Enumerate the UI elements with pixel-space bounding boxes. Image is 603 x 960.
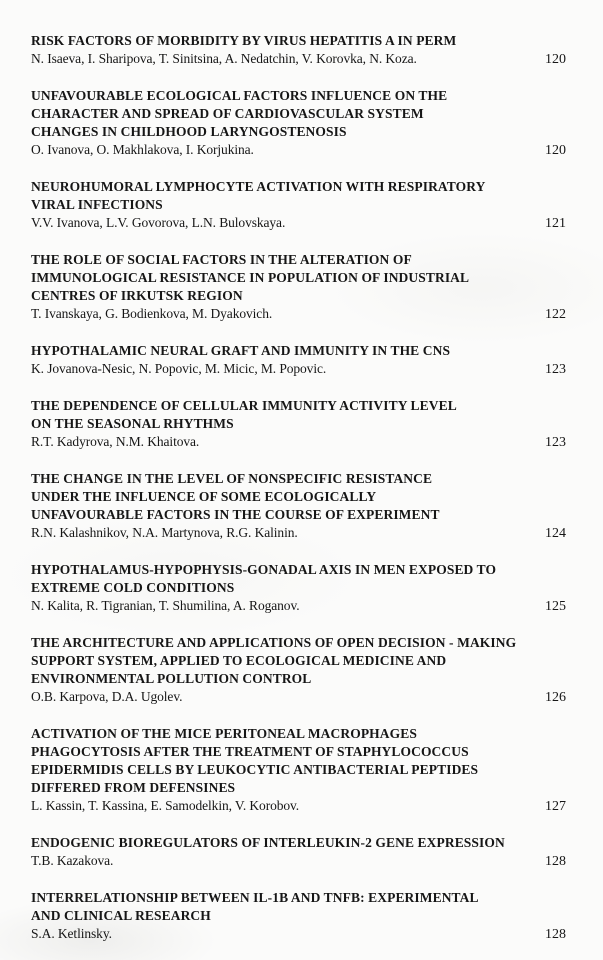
entry-authors-row <box>31 50 566 69</box>
entry-title-line: CHANGES IN CHILDHOOD LARYNGOSTENOSIS <box>31 124 347 139</box>
entry-title-line: CENTRES OF IRKUTSK REGION <box>31 288 243 303</box>
entry-title-line: THE CHANGE IN THE LEVEL OF NONSPECIFIC RESISTANCE <box>31 471 433 486</box>
entry-page-number: 127 <box>545 799 566 814</box>
entry-title <box>31 634 566 688</box>
entry-authors-row <box>31 141 566 160</box>
entry-authors: R.T. Kadyrova, N.M. Khaitova. <box>31 434 200 449</box>
entry-title-line: THE ROLE OF SOCIAL FACTORS IN THE ALTERATION OF <box>31 252 412 267</box>
entry-title-line: UNFAVOURABLE ECOLOGICAL FACTORS INFLUENCE ON THE <box>31 88 448 103</box>
toc-entry <box>31 470 566 543</box>
entry-title <box>31 889 566 925</box>
entry-title <box>31 470 566 524</box>
entry-title-line: THE DEPENDENCE OF CELLULAR IMMUNITY ACTIVITY LEVEL <box>31 398 457 413</box>
entry-page-number: 126 <box>545 690 566 705</box>
entry-title-line: ENDOGENIC BIOREGULATORS OF INTERLEUKIN-2 GENE EXPRESSION <box>31 835 505 850</box>
entry-title-line: VIRAL INFECTIONS <box>31 197 163 212</box>
entry-title-line: THE ARCHITECTURE AND APPLICATIONS OF OPEN DECISION - MAKING <box>31 635 517 650</box>
entry-authors-row <box>31 360 566 379</box>
entry-title-line: ACTIVATION OF THE MICE PERITONEAL MACROPHAGES <box>31 726 417 741</box>
entry-title <box>31 32 566 50</box>
toc-entry <box>31 834 566 871</box>
entry-title <box>31 561 566 597</box>
entry-title <box>31 342 566 360</box>
entry-title-line: UNFAVOURABLE FACTORS IN THE COURSE OF EXPERIMENT <box>31 507 440 522</box>
entry-title <box>31 87 566 141</box>
toc-entry <box>31 725 566 816</box>
entry-title <box>31 834 566 852</box>
entry-authors-row <box>31 688 566 707</box>
entry-page-number: 124 <box>545 526 566 541</box>
toc-entry <box>31 251 566 324</box>
entry-authors: T. Ivanskaya, G. Bodienkova, M. Dyakovich. <box>31 306 273 321</box>
entry-page-number: 120 <box>545 52 566 67</box>
entry-page-number: 120 <box>545 143 566 158</box>
entry-title <box>31 178 566 214</box>
entry-authors: O. Ivanova, O. Makhlakova, I. Korjukina. <box>31 142 254 157</box>
entry-title-line: EPIDERMIDIS CELLS BY LEUKOCYTIC ANTIBACTERIAL PEPTIDES <box>31 762 479 777</box>
toc-entry <box>31 634 566 707</box>
entry-authors: L. Kassin, T. Kassina, E. Samodelkin, V. Korobov. <box>31 798 300 813</box>
entry-title-line: PHAGOCYTOSIS AFTER THE TREATMENT OF STAPHYLOCOCCUS <box>31 744 469 759</box>
entry-authors-row <box>31 524 566 543</box>
entry-title-line: HYPOTHALAMUS-HYPOPHYSIS-GONADAL AXIS IN MEN EXPOSED TO <box>31 562 497 577</box>
toc-entry <box>31 889 566 944</box>
toc-list <box>31 32 566 944</box>
entry-authors: K. Jovanova-Nesic, N. Popovic, M. Micic, M. Popovic. <box>31 361 327 376</box>
entry-page-number: 123 <box>545 435 566 450</box>
entry-authors: O.B. Karpova, D.A. Ugolev. <box>31 689 183 704</box>
entry-authors-row <box>31 305 566 324</box>
entry-page-number: 123 <box>545 362 566 377</box>
entry-title-line: ENVIRONMENTAL POLLUTION CONTROL <box>31 671 312 686</box>
entry-title-line: EXTREME COLD CONDITIONS <box>31 580 235 595</box>
entry-title-line: ON THE SEASONAL RHYTHMS <box>31 416 234 431</box>
entry-authors-row <box>31 852 566 871</box>
toc-entry <box>31 87 566 160</box>
entry-page-number: 125 <box>545 599 566 614</box>
entry-title <box>31 251 566 305</box>
entry-title-line: UNDER THE INFLUENCE OF SOME ECOLOGICALLY <box>31 489 377 504</box>
entry-title-line: IMMUNOLOGICAL RESISTANCE IN POPULATION OF INDUSTRIAL <box>31 270 470 285</box>
toc-entry <box>31 397 566 452</box>
entry-page-number: 128 <box>545 927 566 942</box>
entry-authors-row <box>31 597 566 616</box>
entry-title <box>31 397 566 433</box>
entry-authors-row <box>31 925 566 944</box>
entry-title-line: INTERRELATIONSHIP BETWEEN IL-1B AND TNFB: EXPERIMENTAL <box>31 890 479 905</box>
toc-entry <box>31 561 566 616</box>
entry-title-line: CHARACTER AND SPREAD OF CARDIOVASCULAR SYSTEM <box>31 106 424 121</box>
entry-authors: N. Isaeva, I. Sharipova, T. Sinitsina, A. Nedatchin, V. Korovka, N. Koza. <box>31 51 417 66</box>
entry-page-number: 122 <box>545 307 566 322</box>
entry-title-line: DIFFERED FROM DEFENSINES <box>31 780 236 795</box>
entry-authors: T.B. Kazakova. <box>31 853 114 868</box>
toc-entry <box>31 178 566 233</box>
entry-authors: V.V. Ivanova, L.V. Govorova, L.N. Bulovskaya. <box>31 215 286 230</box>
entry-title <box>31 725 566 797</box>
entry-authors: S.A. Ketlinsky. <box>31 926 112 941</box>
entry-authors-row <box>31 214 566 233</box>
entry-title-line: SUPPORT SYSTEM, APPLIED TO ECOLOGICAL MEDICINE AND <box>31 653 447 668</box>
entry-authors: R.N. Kalashnikov, N.A. Martynova, R.G. Kalinin. <box>31 525 298 540</box>
entry-authors-row <box>31 433 566 452</box>
entry-page-number: 121 <box>545 216 566 231</box>
entry-authors-row <box>31 797 566 816</box>
toc-entry <box>31 32 566 69</box>
entry-authors: N. Kalita, R. Tigranian, T. Shumilina, A. Roganov. <box>31 598 300 613</box>
entry-page-number: 128 <box>545 854 566 869</box>
entry-title-line: RISK FACTORS OF MORBIDITY BY VIRUS HEPATITIS A IN PERM <box>31 33 457 48</box>
entry-title-line: HYPOTHALAMIC NEURAL GRAFT AND IMMUNITY IN THE CNS <box>31 343 451 358</box>
entry-title-line: NEUROHUMORAL LYMPHOCYTE ACTIVATION WITH RESPIRATORY <box>31 179 486 194</box>
entry-title-line: AND CLINICAL RESEARCH <box>31 908 211 923</box>
toc-entry <box>31 342 566 379</box>
